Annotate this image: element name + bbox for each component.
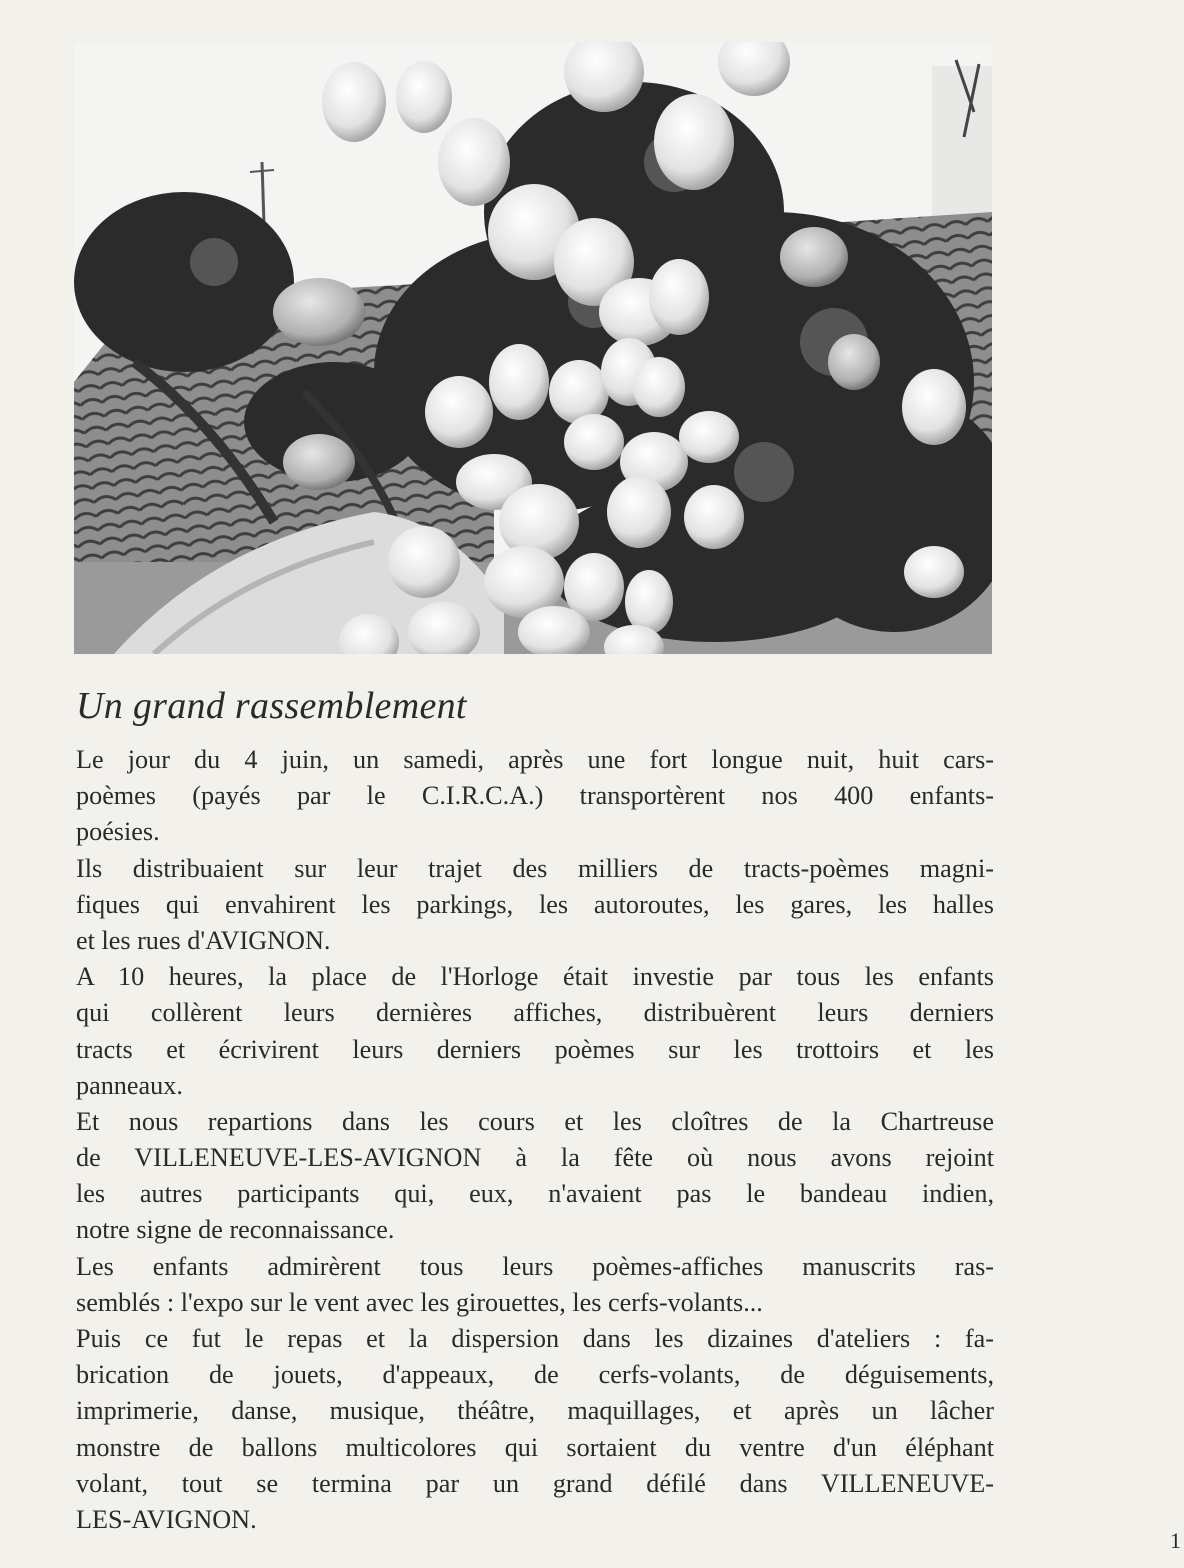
body-line: les autres participants qui, eux, n'avaient pas le bandeau indien, <box>76 1179 994 1209</box>
body-line: LES-AVIGNON. <box>76 1504 257 1534</box>
body-line: panneaux. <box>76 1070 183 1100</box>
body-line: notre signe de reconnaissance. <box>76 1215 395 1245</box>
body-line: poèmes (payés par le C.I.R.C.A.) transportèrent nos 400 enfants- <box>76 781 994 811</box>
body-line: Les enfants admirèrent tous leurs poèmes-affiches manuscrits ras- <box>76 1251 994 1281</box>
body-line: imprimerie, danse, musique, théâtre, maquillages, et après un lâcher <box>76 1396 994 1426</box>
body-line: volant, tout se termina par un grand défilé dans VILLENEUVE- <box>76 1468 994 1498</box>
body-line: Et nous repartions dans les cours et les cloîtres de la Chartreuse <box>76 1106 994 1136</box>
body-line: fiques qui envahirent les parkings, les autoroutes, les gares, les halles <box>76 889 994 919</box>
page-number: 1 <box>1170 1528 1181 1553</box>
body-line: poésies. <box>76 817 160 847</box>
photo-image <box>74 42 992 654</box>
body-line: semblés : l'expo sur le vent avec les girouettes, les cerfs-volants... <box>76 1287 763 1317</box>
body-line: Ils distribuaient sur leur trajet des milliers de tracts-poèmes magni- <box>76 853 994 883</box>
body-line: et les rues d'AVIGNON. <box>76 925 331 955</box>
body-line: tracts et écrivirent leurs derniers poèmes sur les trottoirs et les <box>76 1034 994 1064</box>
article-title: Un grand rassemblement <box>76 685 467 727</box>
body-line: qui collèrent leurs dernières affiches, distribuèrent leurs derniers <box>76 998 994 1028</box>
body-line: de VILLENEUVE-LES-AVIGNON à la fête où nous avons rejoint <box>76 1143 994 1173</box>
body-line: monstre de ballons multicolores qui sortaient du ventre d'un éléphant <box>76 1432 994 1462</box>
article-body <box>76 742 994 1538</box>
body-line: Le jour du 4 juin, un samedi, après une fort longue nuit, huit cars- <box>76 745 994 774</box>
photo-balloon-release <box>74 42 992 654</box>
body-line: brication de jouets, d'appeaux, de cerfs-volants, de déguisements, <box>76 1360 994 1390</box>
body-line: A 10 heures, la place de l'Horloge était investie par tous les enfants <box>76 962 994 992</box>
body-line: Puis ce fut le repas et la dispersion dans les dizaines d'ateliers : fa- <box>76 1324 994 1353</box>
